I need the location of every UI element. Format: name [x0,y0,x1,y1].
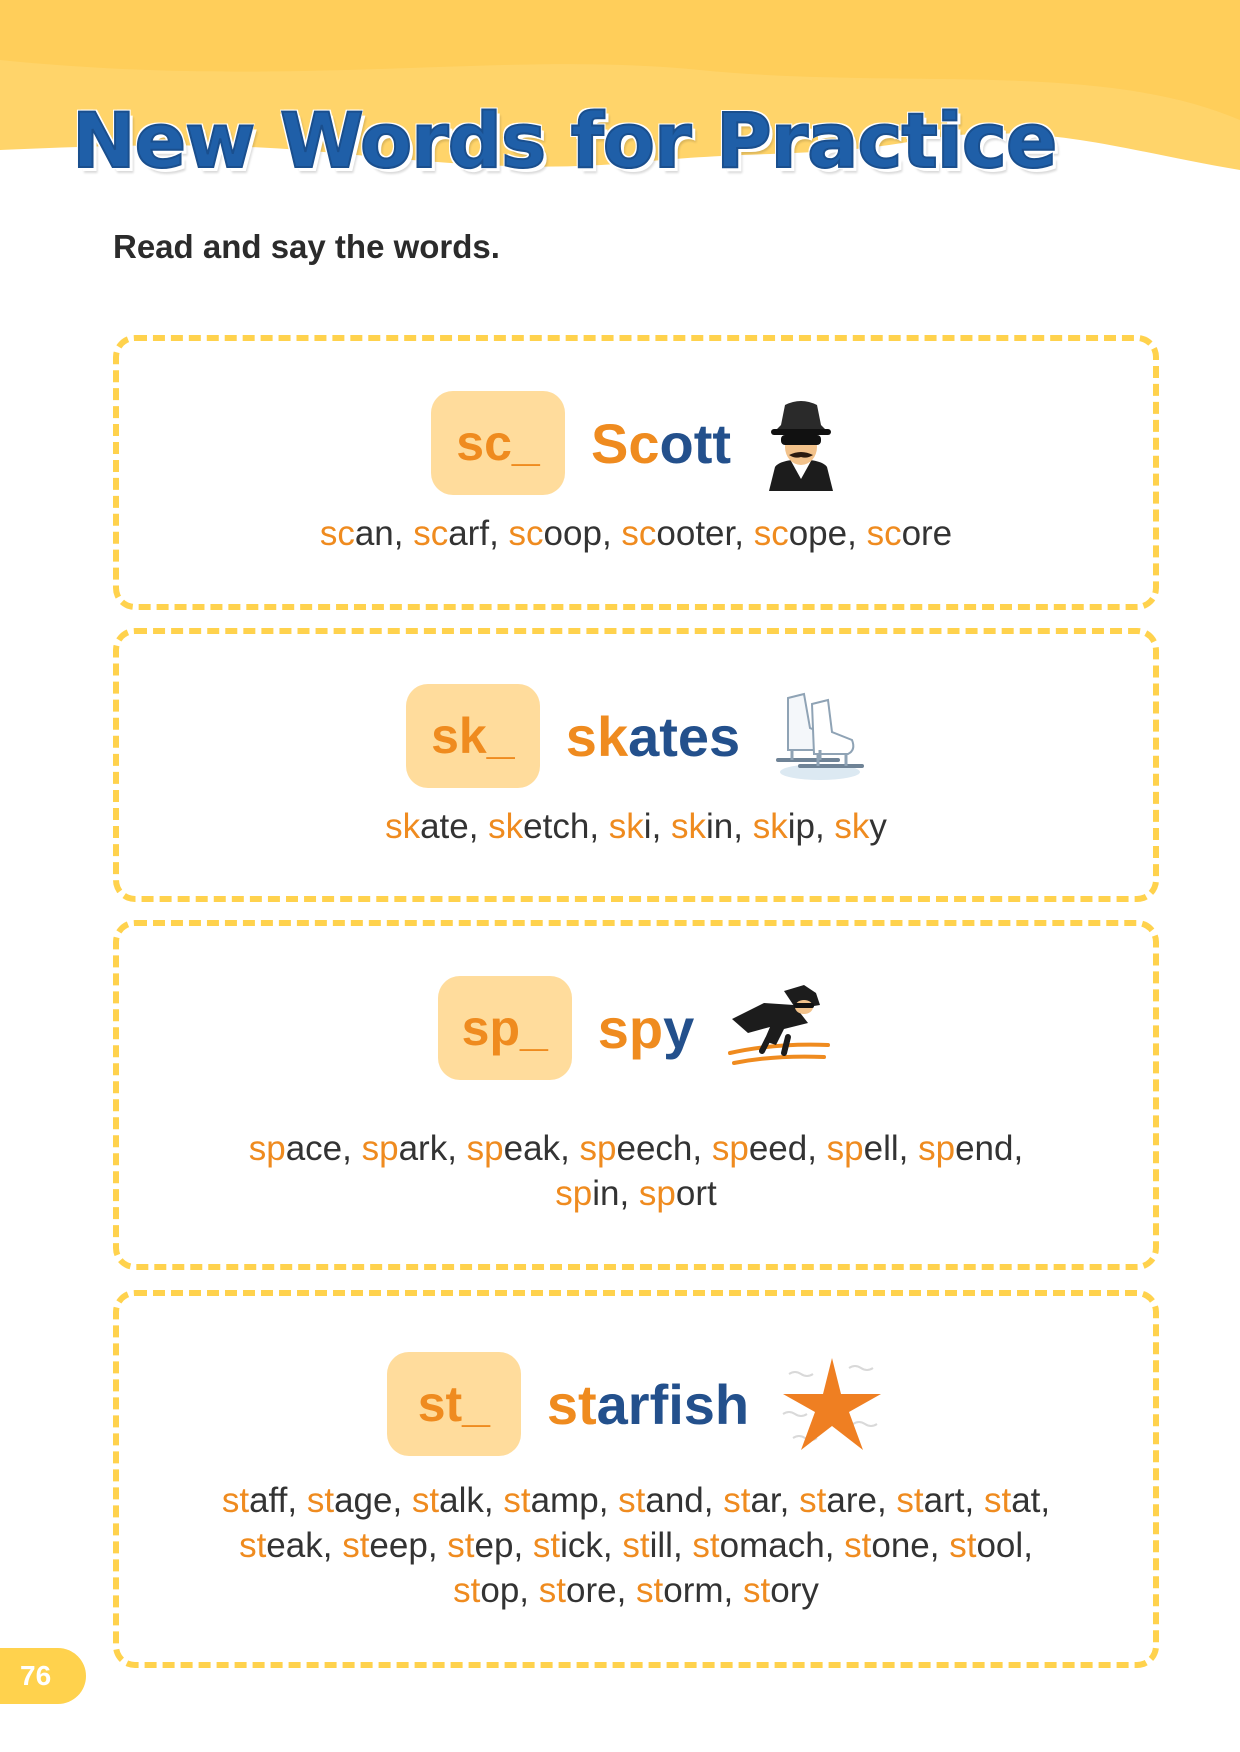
word-rest: eed [748,1129,808,1168]
word-rest: etch [523,807,590,846]
word-item [453,1571,519,1610]
keyword-rest: arfish [596,1372,750,1436]
word-rest: ar [750,1481,780,1520]
word-card-sp [113,920,1159,1270]
word-prefix: st [503,1481,531,1520]
word-prefix: sk [488,807,524,846]
word-prefix: st [306,1481,335,1520]
pattern-label: sc_ [431,391,565,495]
word-item [867,514,953,553]
page-title: New Words for Practice [72,96,1057,185]
word-prefix: sc [319,514,355,553]
keyword-rest: ates [628,704,741,768]
word-item [222,1481,288,1520]
keyword-prefix: sp [597,996,664,1060]
word-rest: ore [901,514,953,553]
word-item [539,1571,617,1610]
word-item [467,1129,560,1168]
word-list-sc: scan, scarf, scoop, scooter, scope, score [319,514,953,553]
keyword-rest: ott [659,411,731,475]
word-rest: eech [616,1129,693,1168]
word-rest: ate [420,807,469,846]
word-item [580,1129,693,1168]
word-rest: in [592,1174,620,1213]
word-rest: i [643,807,652,846]
word-item [362,1129,448,1168]
word-item [503,1481,598,1520]
word-prefix: sc [508,514,544,553]
word-prefix: sk [608,807,644,846]
word-rest: in [706,807,734,846]
word-rest: ark [398,1129,448,1168]
word-rest: aff [249,1481,288,1520]
keyword-spy [598,996,695,1061]
pattern-label: sk_ [406,684,540,788]
word-rest: ace [285,1129,343,1168]
word-item [609,807,652,846]
word-item [509,514,602,553]
word-card-sc [113,335,1159,610]
word-prefix: sc [866,514,902,553]
word-rest: ip [787,807,815,846]
keyword-starfish [547,1372,749,1437]
word-prefix: sk [834,807,870,846]
word-prefix: st [239,1526,267,1565]
ice-skates-icon [770,688,866,784]
word-item [834,807,887,846]
word-prefix: sp [579,1129,617,1168]
keyword-rest: y [663,996,695,1060]
word-item [488,807,589,846]
word-item [671,807,733,846]
word-prefix: sp [555,1174,593,1213]
word-prefix: st [896,1481,924,1520]
keyword-scott [591,411,731,476]
word-prefix: sk [385,807,421,846]
word-item [447,1526,513,1565]
word-prefix: st [723,1481,751,1520]
word-item [320,514,394,553]
keyword-skates [566,704,740,769]
word-rest: ort [675,1174,717,1213]
word-rest: ick [560,1526,603,1565]
word-prefix: st [411,1481,440,1520]
word-prefix: st [618,1481,646,1520]
word-rest: ool [976,1526,1024,1565]
word-item [754,514,847,553]
word-prefix: st [844,1526,872,1565]
starfish-icon [779,1354,885,1454]
word-prefix: sp [711,1129,749,1168]
word-prefix: sp [466,1129,504,1168]
word-prefix: sc [621,514,657,553]
word-prefix: st [743,1571,771,1610]
word-rest: ill [649,1526,673,1565]
word-item [723,1481,779,1520]
word-rest: are [826,1481,877,1520]
word-prefix: st [949,1526,977,1565]
word-item [984,1481,1040,1520]
word-rest: ope [788,514,848,553]
word-item [636,1571,724,1610]
word-prefix: sk [671,807,707,846]
word-rest: an [354,514,394,553]
word-item [533,1526,603,1565]
word-prefix: st [799,1481,827,1520]
word-prefix: sp [638,1174,676,1213]
word-item [692,1526,824,1565]
word-item [896,1481,964,1520]
word-item [385,807,469,846]
word-prefix: sp [248,1129,286,1168]
word-card-st [113,1290,1159,1668]
word-list-sk: skate, sketch, ski, skin, skip, sky [385,807,887,846]
word-rest: op [480,1571,520,1610]
word-item [753,807,815,846]
word-prefix: st [532,1526,561,1565]
word-prefix: st [636,1571,664,1610]
word-list-st: staff, stage, stalk, stamp, stand, star, stare, start, stat, steak, steep, step, stick, still, stomach, stone, stool, stop, store, storm, story [221,1481,1051,1610]
word-rest: end [955,1129,1014,1168]
word-prefix: st [342,1526,370,1565]
pattern-label: sp_ [438,976,572,1080]
word-rest: alk [439,1481,484,1520]
word-rest: eak [266,1526,323,1565]
word-rest: arf [448,514,490,553]
word-rest: one [871,1526,930,1565]
word-card-sk [113,628,1159,902]
word-list-sp: space, spark, speak, speech, speed, spell, spend, spin, sport [248,1129,1024,1213]
word-rest: age [334,1481,393,1520]
word-rest: omach [719,1526,825,1565]
word-prefix: sc [413,514,449,553]
word-prefix: st [692,1526,720,1565]
word-item [342,1526,428,1565]
word-item [639,1174,717,1213]
word-item [844,1526,930,1565]
word-rest: ell [863,1129,899,1168]
word-prefix: st [622,1526,650,1565]
word-item [307,1481,393,1520]
keyword-prefix: Sc [590,411,660,475]
word-item [412,1481,484,1520]
word-prefix: st [453,1571,481,1610]
word-item [743,1571,819,1610]
word-prefix: sk [752,807,788,846]
page-number-badge: 76 [0,1648,86,1704]
word-prefix: st [221,1481,250,1520]
pattern-label: st_ [387,1352,521,1456]
word-rest: orm [663,1571,724,1610]
word-rest: eak [503,1129,561,1168]
word-item [949,1526,1023,1565]
spy-face-icon [761,395,841,491]
word-rest: amp [530,1481,599,1520]
keyword-prefix: sk [565,704,629,768]
word-prefix: sp [361,1129,399,1168]
word-item [249,1129,342,1168]
word-rest: oop [543,514,602,553]
word-prefix: st [983,1481,1012,1520]
keyword-prefix: st [546,1372,597,1436]
word-item [555,1174,619,1213]
word-rest: ory [770,1571,819,1610]
word-rest: ore [565,1571,617,1610]
word-prefix: sp [918,1129,956,1168]
word-prefix: st [538,1571,566,1610]
word-item [618,1481,704,1520]
word-item [918,1129,1013,1168]
word-item [827,1129,899,1168]
word-prefix: st [447,1526,475,1565]
skiing-spy-icon [724,983,834,1073]
word-item [621,514,734,553]
word-rest: ep [474,1526,514,1565]
word-item [712,1129,807,1168]
word-item [799,1481,877,1520]
word-rest: ooter [656,514,735,553]
instruction-text: Read and say the words. [113,228,500,265]
word-prefix: sc [753,514,789,553]
word-rest: at [1011,1481,1041,1520]
word-item [239,1526,323,1565]
word-prefix: sp [826,1129,864,1168]
word-item [622,1526,673,1565]
word-rest: y [869,807,887,846]
word-rest: art [923,1481,965,1520]
word-rest: and [645,1481,704,1520]
word-item [413,514,489,553]
word-rest: eep [369,1526,428,1565]
